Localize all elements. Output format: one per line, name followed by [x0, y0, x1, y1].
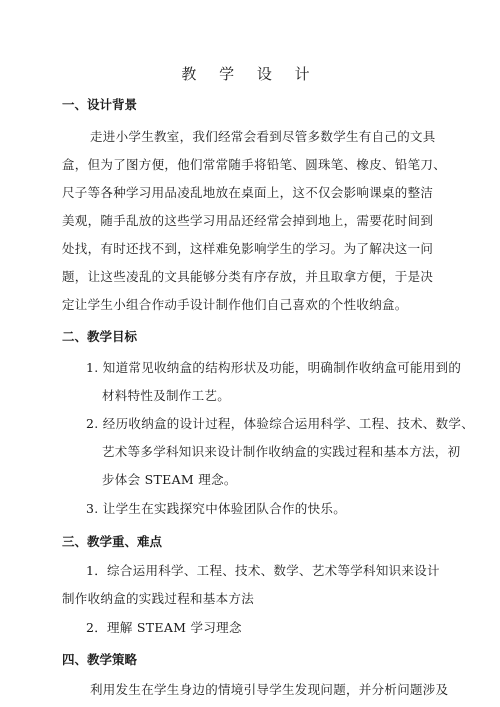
- paragraph-line: 走进小学生教室，我们经常会看到尽管多数学生有自己的文具: [90, 129, 436, 144]
- paragraph-line: 盒，但为了图方便，他们常常随手将铅笔、圆珠笔、橡皮、铅笔刀、: [62, 157, 447, 172]
- paragraph-line: 尺子等各种学习用品凌乱地放在桌面上，这不仅会影响课桌的整洁: [62, 185, 434, 200]
- section-heading-key-points: 三、教学重、难点: [62, 534, 163, 549]
- paragraph-line: 处找，有时还找不到，这样难免影响学生的学习。为了解决这一问: [62, 241, 434, 256]
- paragraph-line: 题，让这些凌乱的文具能够分类有序存放，并且取拿方便，于是决: [62, 269, 434, 284]
- list-item: 1. 知道常见收纳盒的结构形状及功能，明确制作收纳盒可能用到的: [86, 360, 462, 375]
- list-item: 2．理解 STEAM 学习理念: [86, 620, 242, 635]
- section-heading-background: 一、设计背景: [62, 97, 138, 112]
- list-item-continuation: 材料特性及制作工艺。: [102, 388, 231, 403]
- paragraph-line: 利用发生在学生身边的情境引导学生发现问题，并分析问题涉及: [90, 682, 449, 697]
- section-heading-objectives: 二、教学目标: [62, 329, 138, 344]
- list-item-continuation: 艺术等多学科知识来设计制作收纳盒的实践过程和基本方法，初: [102, 444, 461, 459]
- list-item: 1．综合运用科学、工程、技术、数学、艺术等学科知识来设计: [86, 563, 440, 578]
- list-item-continuation: 步体会 STEAM 理念。: [102, 472, 237, 487]
- page-title: 教 学 设 计: [181, 65, 319, 83]
- section-heading-strategy: 四、教学策略: [62, 652, 138, 667]
- list-item: 2. 经历收纳盒的设计过程，体验综合运用科学、工程、技术、数学、: [86, 416, 475, 431]
- list-item-continuation: 制作收纳盒的实践过程和基本方法: [62, 591, 255, 606]
- paragraph-line: 定让学生小组合作动手设计制作他们自己喜欢的个性收纳盒。: [62, 297, 408, 312]
- list-item: 3. 让学生在实践探究中体验团队合作的快乐。: [86, 501, 347, 516]
- paragraph-line: 美观，随手乱放的这些学习用品还经常会掉到地上，需要花时间到: [62, 213, 434, 228]
